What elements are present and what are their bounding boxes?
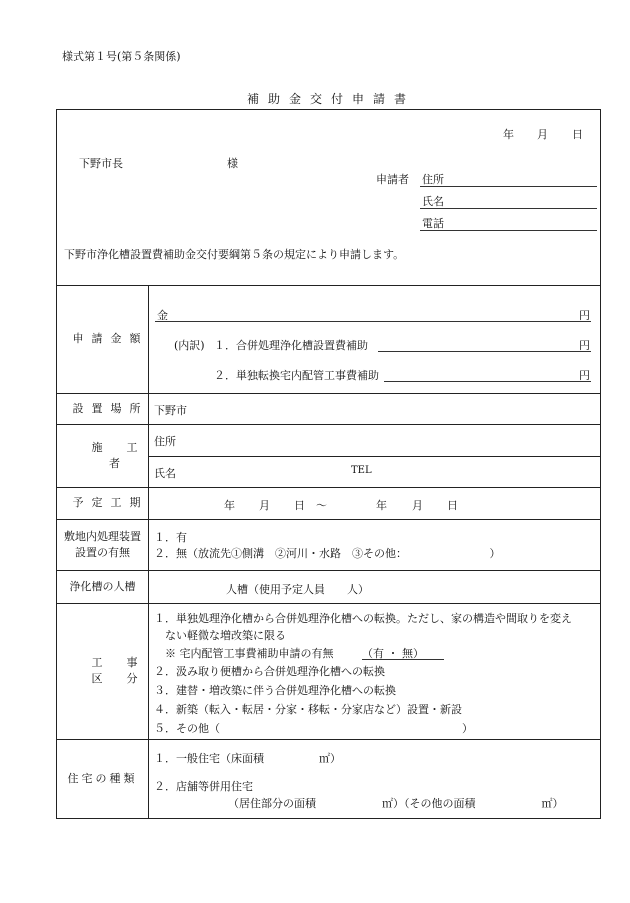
amount-label: 申請金額 (72, 332, 149, 345)
house-label: 住宅の種類 (67, 771, 138, 785)
amount-yen: 円 (579, 309, 590, 322)
breakdown-item2-field[interactable] (384, 381, 591, 382)
house-option-1[interactable]: １．一般住宅（床面積 ㎡） (154, 752, 341, 765)
work-option-2[interactable]: ２．汲み取り便槽から合併処理浄化槽への転換 (154, 665, 385, 678)
applicant-address-label: 住所 (422, 173, 444, 186)
start-month: 月 (259, 499, 270, 512)
applicant-name-field[interactable] (420, 208, 597, 209)
date-day: 日 (572, 128, 583, 141)
addressee-honorific: 様 (227, 157, 238, 170)
form-number: 様式第１号(第５条関係) (62, 50, 181, 63)
amount-total-field[interactable] (155, 321, 591, 322)
work-note: ※ 宅内配管工事費補助申請の有無 (165, 647, 334, 660)
applicant-label: 申請者 (376, 173, 409, 186)
addressee: 下野市長 (79, 157, 123, 170)
start-year: 年 (224, 499, 235, 512)
end-year: 年 (376, 499, 387, 512)
contractor-name-label[interactable]: 氏名 (154, 467, 176, 480)
contractor-tel-label[interactable]: TEL (351, 465, 372, 476)
capacity-label: 浄化槽の人槽 (69, 579, 136, 593)
end-month: 月 (412, 499, 423, 512)
breakdown-item1-field[interactable] (378, 351, 591, 352)
breakdown-item1-yen: 円 (579, 339, 590, 352)
applicant-name-label: 氏名 (422, 195, 444, 208)
date-month: 月 (537, 128, 548, 141)
capacity-value[interactable]: 人槽（使用予定人員 人） (226, 583, 369, 596)
date-year: 年 (503, 128, 514, 141)
work-note-choice[interactable]: （有 ・ 無） (362, 647, 424, 660)
work-option-3[interactable]: ３．建替・増改築に伴う合併処理浄化槽への転換 (154, 684, 396, 697)
onsite-option-yes[interactable]: １．有 (154, 531, 187, 544)
breakdown-item1: １．合併処理浄化槽設置費補助 (214, 339, 368, 352)
end-day: 日 (447, 499, 458, 512)
applicant-phone-field[interactable] (420, 230, 597, 231)
schedule-label: 予定工期 (72, 496, 149, 509)
work-option-5[interactable]: ５．その他（ ） (154, 722, 473, 735)
breakdown-item2-yen: 円 (579, 369, 590, 382)
work-note-underline (362, 659, 444, 660)
work-label: 工事区分 (91, 656, 162, 685)
contractor-address-label[interactable]: 住所 (154, 435, 176, 448)
location-value[interactable]: 下野市 (154, 404, 187, 417)
applicant-address-field[interactable] (420, 186, 597, 187)
house-option-2-detail: （居住部分の面積 ㎡）（その他の面積 ㎡） (228, 797, 564, 810)
breakdown-item2: ２．単独転換宅内配管工事費補助 (214, 369, 379, 382)
application-statement: 下野市浄化槽設置費補助金交付要綱第５条の規定により申請します。 (64, 248, 405, 261)
period-tilde: ～ (316, 499, 327, 512)
work-option-4[interactable]: ４．新築（転入・転居・分家・移転・分家店など）設置・新設 (154, 703, 462, 716)
work-option-1[interactable]: １．単独処理浄化槽から合併処理浄化槽への転換。ただし、家の構造や間取りを変え (154, 612, 572, 625)
work-option-1-cont: ない軽微な増改築に限る (165, 629, 286, 642)
onsite-option-no[interactable]: ２．無（放流先①側溝 ②河川・水路 ③その他： ） (154, 547, 501, 560)
house-option-2[interactable]: ２．店舗等併用住宅 (154, 780, 253, 793)
onsite-label: 敷地内処理装置設置の有無 (64, 529, 141, 559)
document-title: 補助金交付申請書 (246, 92, 415, 106)
applicant-phone-label: 電話 (422, 217, 444, 230)
contractor-label: 施工者 (91, 440, 162, 470)
location-label: 設置場所 (72, 401, 149, 415)
amount-kin: 金 (157, 309, 168, 322)
start-day: 日 (294, 499, 305, 512)
breakdown-prefix: (内訳) (174, 339, 205, 352)
